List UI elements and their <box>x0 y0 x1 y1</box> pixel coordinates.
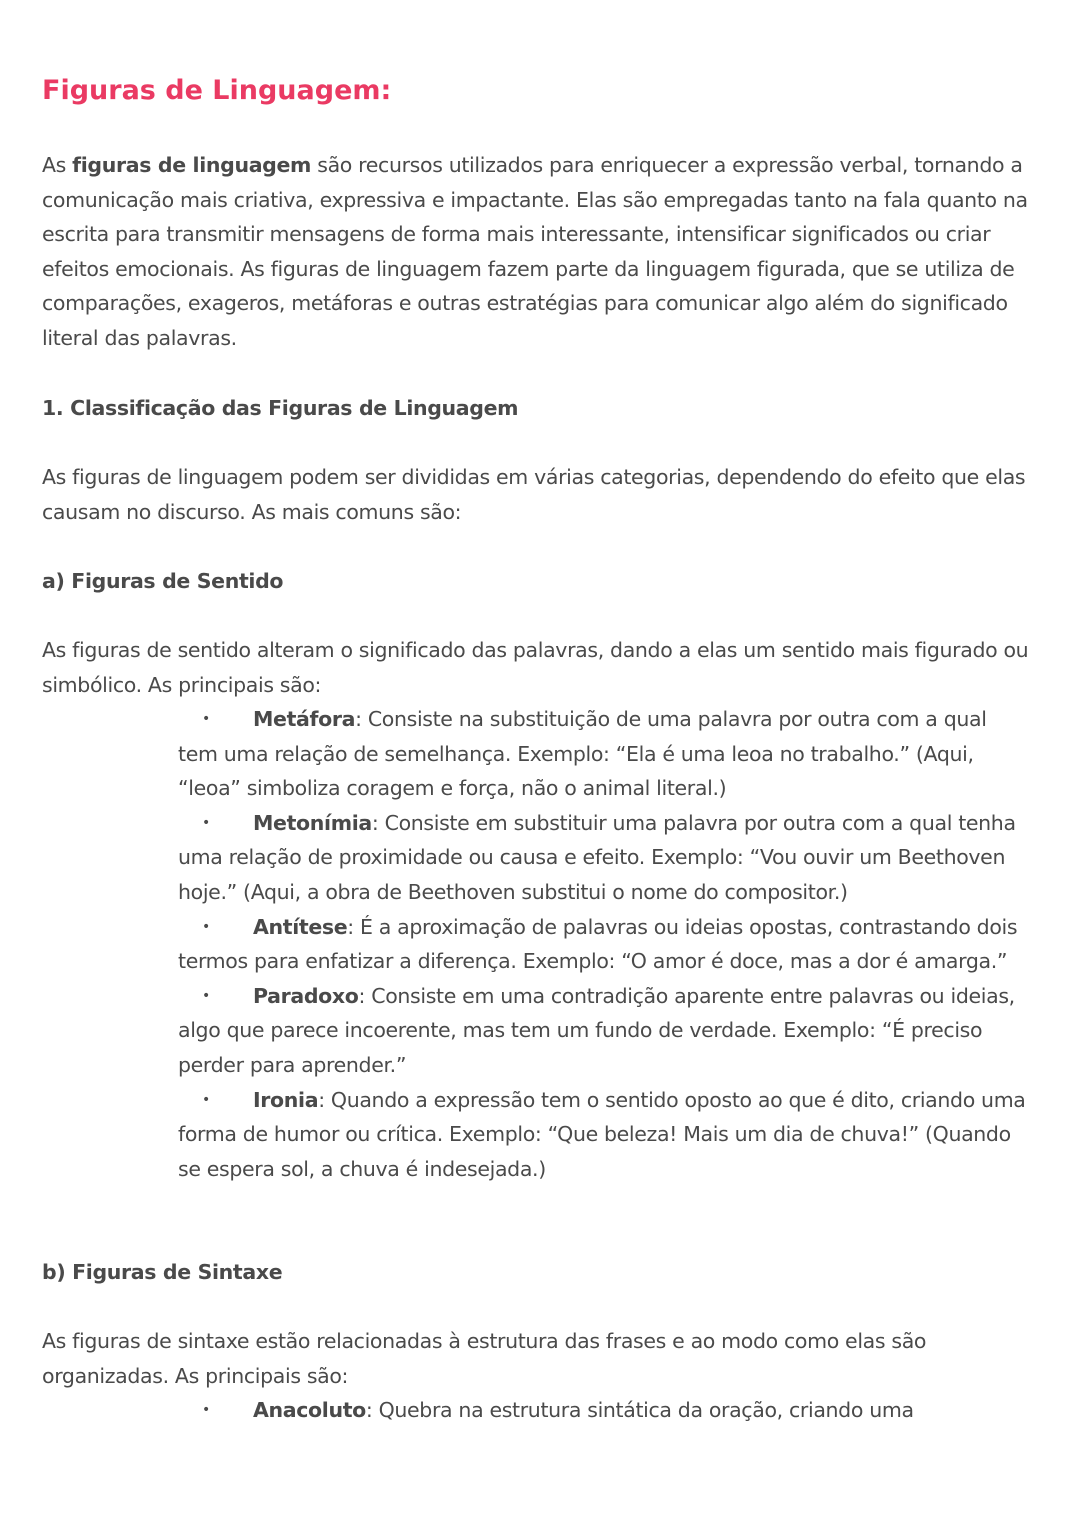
term-anacoluto: Anacoluto <box>253 1398 366 1422</box>
intro-bold-term: figuras de linguagem <box>72 153 312 177</box>
sectionB-list <box>178 1393 1028 1428</box>
sectionB-paragraph: As figuras de sintaxe estão relacionadas à estrutura das frases e ao modo como elas são organizadas. As principais são: <box>42 1329 927 1388</box>
term-metafora: Metáfora <box>253 707 356 731</box>
sectionA-list <box>178 702 1028 1186</box>
bullet-icon: • <box>202 1402 210 1418</box>
list-item-metonimia <box>178 806 1028 910</box>
term-paradoxo: Paradoxo <box>253 983 359 1008</box>
bullet-icon: • <box>202 987 210 1004</box>
sectionA-heading: a) Figuras de Sentido <box>42 569 284 593</box>
list-item-antitese <box>178 910 1028 979</box>
desc-ironia: : Quando a expressão tem o sentido oposto ao que é dito, criando uma forma de humor ou crítica. Exemplo: “Que beleza! Mais um dia de chuva!” (Quando se espera sol, a chuva é indesejada.) <box>178 1087 1026 1181</box>
desc-paradoxo: : Consiste em uma contradição aparente entre palavras ou ideias, algo que parece incoerente, mas tem um fundo de verdade. Exemplo: “É preciso perder para aprender.” <box>178 983 1015 1077</box>
intro-prefix: As <box>42 153 73 177</box>
bullet-icon: • <box>202 711 210 727</box>
bullet-icon: • <box>202 1091 210 1108</box>
section1-paragraph: As figuras de linguagem podem ser divididas em várias categorias, dependendo do efeito que elas causam no discurso. As mais comuns são: <box>42 465 1026 524</box>
intro-paragraph <box>42 148 1032 356</box>
desc-antitese: : É a aproximação de palavras ou ideias opostas, contrastando dois termos para enfatizar a diferença. Exemplo: “O amor é doce, mas a dor é amarga.” <box>178 914 1018 974</box>
list-item-ironia <box>178 1083 1028 1187</box>
term-antitese: Antítese <box>253 914 348 939</box>
sectionA-paragraph: As figuras de sentido alteram o significado das palavras, dando a elas um sentido mais figurado ou simbólico. As principais são: <box>42 638 1029 697</box>
bullet-icon: • <box>202 814 210 831</box>
sectionB-heading: b) Figuras de Sintaxe <box>42 1260 283 1284</box>
intro-text: são recursos utilizados para enriquecer a expressão verbal, tornando a comunicação mais criativa, expressiva e impactante. Elas são empregadas tanto na fala quanto na escrita para transmitir mensagens de forma mais interessante, intensificar significados ou criar efeitos emocionais. As figuras de linguagem fazem parte da linguagem figurada, que se utiliza de comparações, exageros, metáforas e outras estratégias para comunicar algo além do significado literal das palavras. <box>42 153 1028 350</box>
bullet-icon: • <box>202 918 210 935</box>
term-ironia: Ironia <box>253 1087 319 1112</box>
list-item-anacoluto <box>178 1393 1028 1428</box>
section1-heading: 1. Classificação das Figuras de Linguagem <box>42 396 519 420</box>
term-metonimia: Metonímia <box>253 810 372 835</box>
page-title: Figuras de Linguagem: <box>42 75 392 106</box>
desc-metafora: : Consiste na substituição de uma palavra por outra com a qual tem uma relação de semelhança. Exemplo: “Ela é uma leoa no trabalho.” (Aqui, “leoa” simboliza coragem e força, não o animal literal.) <box>178 707 987 801</box>
list-item-paradoxo <box>178 979 1028 1083</box>
desc-metonimia: : Consiste em substituir uma palavra por outra com a qual tenha uma relação de proximidade ou causa e efeito. Exemplo: “Vou ouvir um Beethoven hoje.” (Aqui, a obra de Beethoven substitui o nome do compositor.) <box>178 810 1016 904</box>
list-item-metafora <box>178 702 1028 806</box>
desc-anacoluto: : Quebra na estrutura sintática da oração, criando uma <box>365 1398 914 1422</box>
